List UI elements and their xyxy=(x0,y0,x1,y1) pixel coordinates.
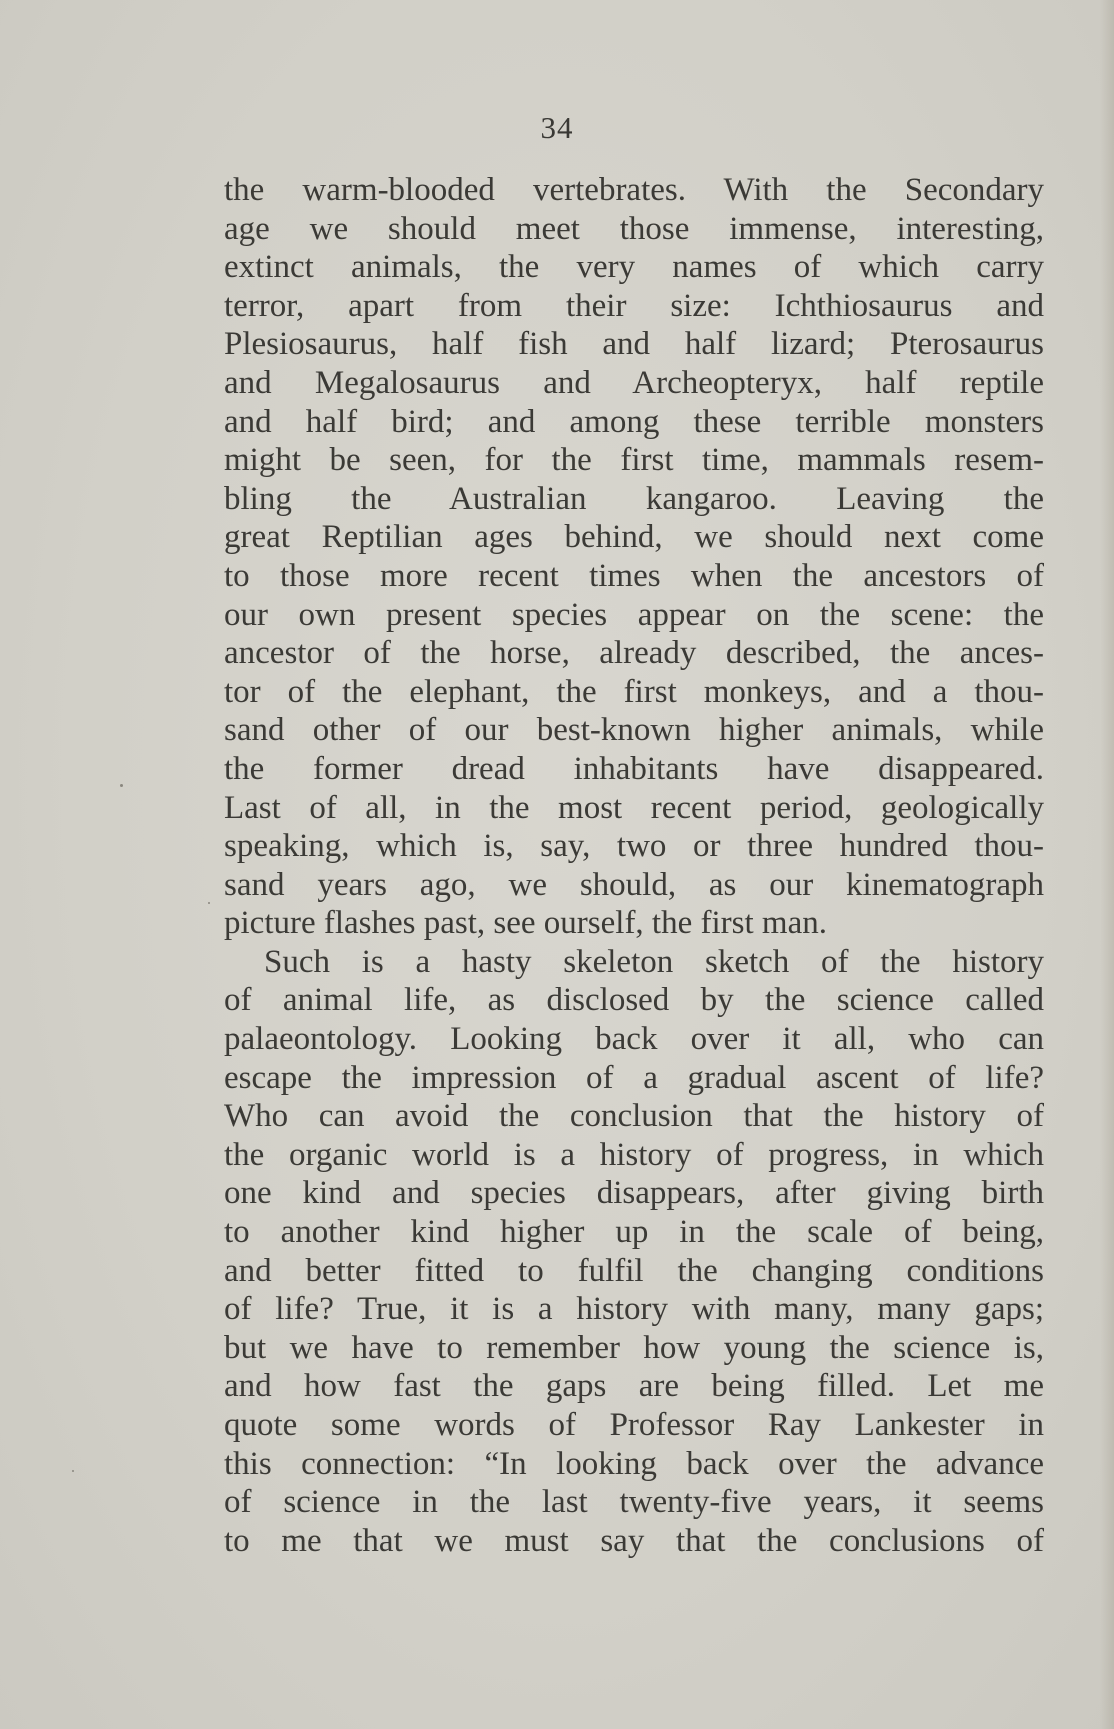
page-edge-shadow xyxy=(1100,0,1114,1729)
text-line: Last of all, in the most recent period, geologically xyxy=(224,789,1044,826)
text-line: bling the Australian kangaroo. Leaving the xyxy=(224,480,1044,517)
text-line: and Megalosaurus and Archeopteryx, half reptile xyxy=(224,364,1044,401)
text-line: to another kind higher up in the scale of being, xyxy=(224,1214,1044,1251)
text-line: extinct animals, the very names of which carry xyxy=(224,249,1044,286)
text-line: of life? True, it is a history with many, many gaps; xyxy=(224,1291,1044,1328)
text-line: great Reptilian ages behind, we should next come xyxy=(224,519,1044,556)
text-line: the former dread inhabitants have disappeared. xyxy=(224,750,1044,787)
text-line: but we have to remember how young the science is, xyxy=(224,1329,1044,1366)
text-line: Such is a hasty skeleton sketch of the history xyxy=(264,943,1044,980)
text-line: picture flashes past, see ourself, the first man. xyxy=(224,905,827,942)
text-line: ancestor of the horse, already described, the ances- xyxy=(224,635,1044,672)
text-line: speaking, which is, say, two or three hundred thou- xyxy=(224,828,1044,865)
text-line: quote some words of Professor Ray Lankester in xyxy=(224,1407,1044,1443)
paper-speck xyxy=(120,784,123,787)
text-line: Plesiosaurus, half fish and half lizard; Pterosaurus xyxy=(224,326,1044,363)
text-line: age we should meet those immense, interesting, xyxy=(224,210,1044,247)
text-line: sand other of our best-known higher animals, while xyxy=(224,712,1044,749)
text-line: and half bird; and among these terrible monsters xyxy=(224,403,1044,440)
text-line: might be seen, for the first time, mammals resem- xyxy=(224,442,1044,479)
text-line: palaeontology. Looking back over it all, who can xyxy=(224,1021,1044,1058)
text-line: sand years ago, we should, as our kinematograph xyxy=(224,866,1044,903)
text-line: and how fast the gaps are being filled. Let me xyxy=(224,1368,1044,1405)
paper-speck xyxy=(72,1470,74,1472)
text-line: escape the impression of a gradual ascent of life? xyxy=(224,1059,1044,1096)
text-line: the warm-blooded vertebrates. With the Secondary xyxy=(224,172,1044,208)
text-line: the organic world is a history of progress, in which xyxy=(224,1136,1044,1173)
text-line: tor of the elephant, the first monkeys, and a thou- xyxy=(224,673,1044,710)
text-line: Who can avoid the conclusion that the history of xyxy=(224,1098,1044,1135)
text-line: of animal life, as disclosed by the science called xyxy=(224,982,1044,1019)
text-line: one kind and species disappears, after giving birth xyxy=(224,1175,1044,1212)
body-text xyxy=(224,171,1044,1560)
page-number: 34 xyxy=(540,110,574,145)
text-line: of science in the last twenty-five years, it seems xyxy=(224,1484,1044,1521)
text-line: to those more recent times when the ancestors of xyxy=(224,557,1044,594)
paper-speck xyxy=(208,902,210,904)
text-line: and better fitted to fulfil the changing conditions xyxy=(224,1252,1044,1289)
text-line: our own present species appear on the scene: the xyxy=(224,596,1044,633)
text-line: this connection: “In looking back over the advance xyxy=(224,1445,1044,1482)
text-line: to me that we must say that the conclusions of xyxy=(224,1522,1044,1559)
text-line: terror, apart from their size: Ichthiosaurus and xyxy=(224,287,1044,324)
